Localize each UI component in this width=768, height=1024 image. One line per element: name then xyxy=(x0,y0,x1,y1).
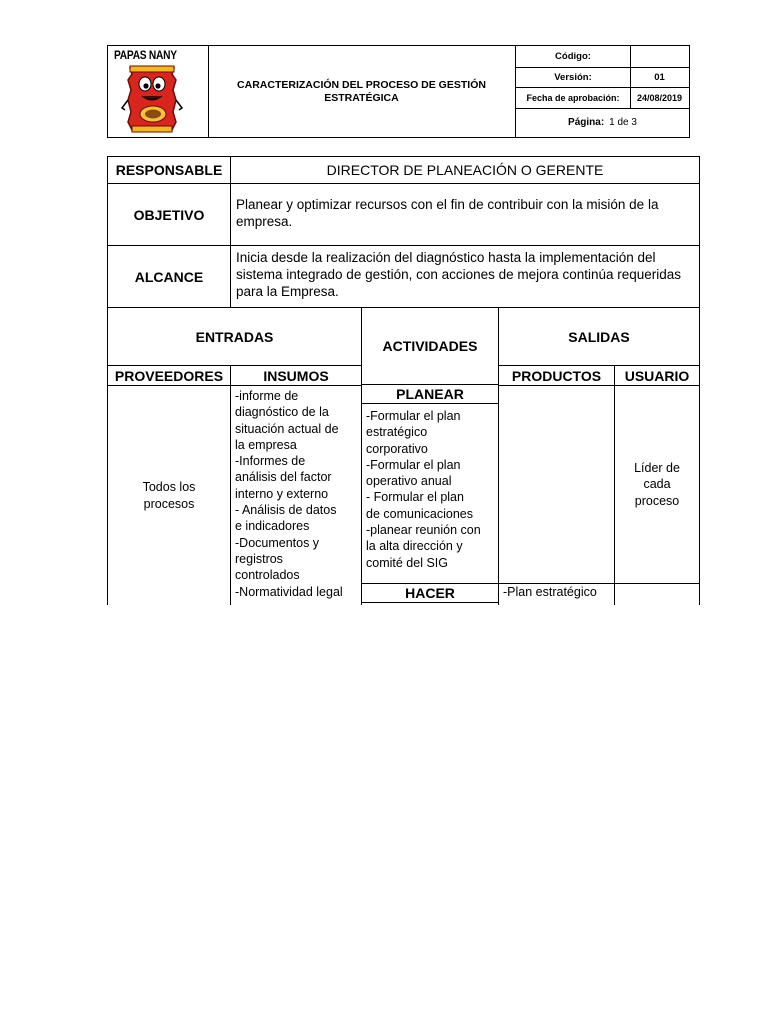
list-item: corporativo xyxy=(366,441,428,456)
usuario-header: USUARIO xyxy=(614,365,700,386)
hacer-producto: -Plan estratégico xyxy=(498,583,615,605)
version-value: 01 xyxy=(654,71,665,83)
alcance-value: Inicia desde la realización del diagnóstico hasta la implementación del sistema integrado de gestión, con acciones de mejora continúa requeridas para la Empresa. xyxy=(230,245,700,308)
codigo-value xyxy=(630,46,689,67)
usuario-line: proceso xyxy=(634,493,680,508)
list-item: -Documentos y xyxy=(235,535,320,550)
responsable-value: DIRECTOR DE PLANEACIÓN O GERENTE xyxy=(230,156,700,184)
list-item: interno y externo xyxy=(235,486,329,501)
document-header xyxy=(107,45,690,138)
version-row xyxy=(516,67,689,88)
list-item: -planear reunión con xyxy=(366,523,481,538)
hacer-label: HACER xyxy=(361,583,499,603)
actividades-header: ACTIVIDADES xyxy=(361,307,499,385)
proveedores-line: procesos xyxy=(143,496,195,511)
list-item: la alta dirección y xyxy=(366,539,463,554)
list-item: e indicadores xyxy=(235,519,310,534)
insumos-list xyxy=(231,386,361,602)
codigo-row xyxy=(516,46,689,68)
planear-list xyxy=(362,404,498,573)
usuario-line: Líder de xyxy=(634,461,680,476)
insumos-header: INSUMOS xyxy=(230,365,362,386)
productos-header: PRODUCTOS xyxy=(498,365,615,386)
logo-text: PAPAS NANY xyxy=(114,48,177,62)
list-item: - Análisis de datos xyxy=(235,503,337,518)
alcance-label: ALCANCE xyxy=(107,245,231,308)
list-item: -informe de xyxy=(235,389,299,403)
logo-cell xyxy=(108,46,209,137)
planear-cell xyxy=(361,403,499,584)
list-item: la empresa xyxy=(235,437,297,452)
list-item: de comunicaciones xyxy=(366,506,474,521)
list-item: controlados xyxy=(235,568,300,583)
proveedores-line: Todos los xyxy=(142,480,196,495)
list-item: -Formular el plan xyxy=(366,409,461,423)
proveedores-cell xyxy=(107,385,231,605)
list-item: estratégico xyxy=(366,425,428,440)
list-item: - Formular el plan xyxy=(366,490,464,505)
fecha-label: Fecha de aprobación: xyxy=(516,87,631,108)
usuario-empty-cell xyxy=(614,583,700,605)
pagina-value: 1 de 3 xyxy=(609,117,637,128)
list-item: -Normatividad legal xyxy=(235,584,343,599)
responsable-label: RESPONSABLE xyxy=(107,156,231,184)
list-item: registros xyxy=(235,551,283,566)
usuario-line: cada xyxy=(643,477,671,492)
planear-label: PLANEAR xyxy=(361,384,499,404)
list-item: análisis del factor xyxy=(235,470,332,485)
salidas-header: SALIDAS xyxy=(498,307,700,366)
codigo-label: Código: xyxy=(516,46,631,67)
document-title: CARACTERIZACIÓN DEL PROCESO DE GESTIÓN ESTRATÉGICA xyxy=(208,46,516,137)
list-item: -Informes de xyxy=(235,454,306,469)
page-indicator xyxy=(516,108,689,137)
version-label: Versión: xyxy=(516,67,631,87)
fecha-row xyxy=(516,87,689,109)
list-item: situación actual de xyxy=(235,421,339,436)
document-meta xyxy=(516,46,689,137)
pagina-label: Página: xyxy=(568,117,605,128)
list-item: comité del SIG xyxy=(366,555,448,570)
objetivo-label: OBJETIVO xyxy=(107,183,231,246)
list-item: diagnóstico de la xyxy=(235,405,329,420)
objetivo-value: Planear y optimizar recursos con el fin de contribuir con la misión de la empresa. xyxy=(230,183,700,246)
entradas-header: ENTRADAS xyxy=(107,307,362,366)
productos-cell xyxy=(498,385,615,584)
usuario-cell xyxy=(614,385,700,584)
list-item: -Formular el plan xyxy=(366,457,461,472)
fecha-value: 24/08/2019 xyxy=(636,92,683,103)
insumos-cell xyxy=(230,385,362,605)
proveedores-header: PROVEEDORES xyxy=(107,365,231,386)
chip-bag-mascot-icon xyxy=(120,60,184,136)
list-item: operativo anual xyxy=(366,474,452,489)
